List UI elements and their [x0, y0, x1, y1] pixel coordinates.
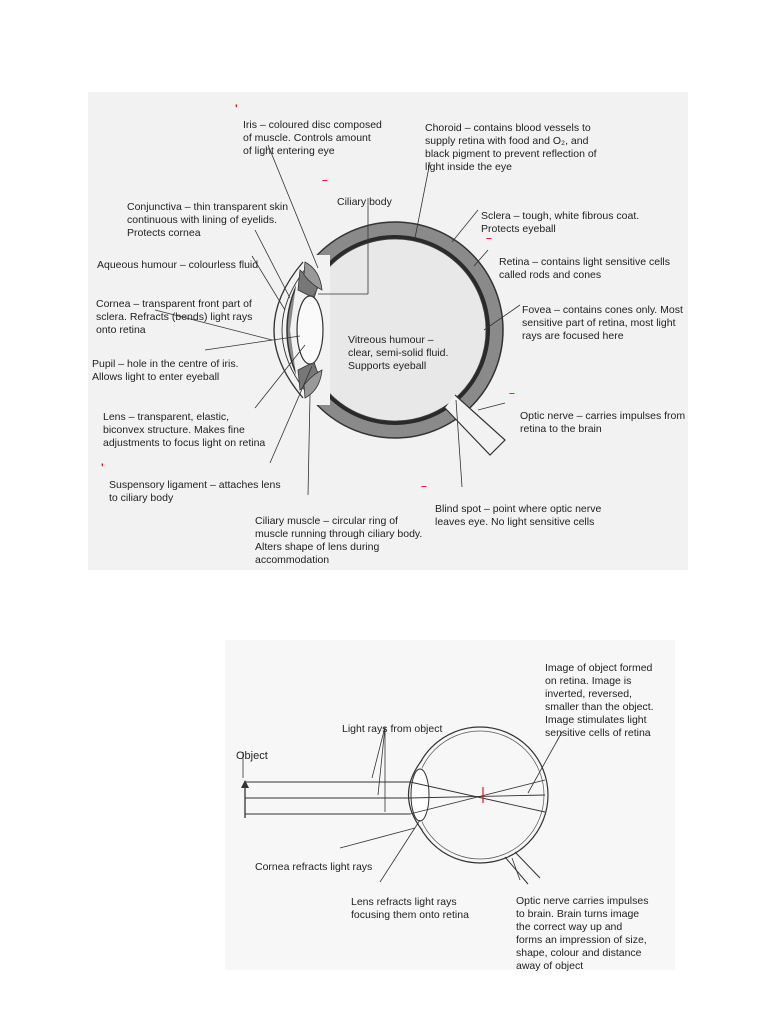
optic-nerve-mark: ‾ [510, 393, 514, 405]
iris-mark: ' [235, 103, 238, 115]
lens-refracts-label: Lens refracts light rays focusing them onto retina [351, 896, 469, 921]
ciliary-body-label: Ciliary body [337, 196, 392, 208]
object-arrow-head [241, 780, 249, 788]
vitreous-humour-label: Vitreous humour – clear, semi-solid fluid. Supports eyeball [348, 334, 449, 372]
ciliary-muscle-label: Ciliary muscle – circular ring of muscle running through ciliary body. Alters shape of lens during accommodation [255, 515, 423, 566]
fovea-label: Fovea – contains cones only. Most sensitive part of retina, most light rays are focused here [522, 304, 683, 342]
conjunctiva-label: Conjunctiva – thin transparent skin continuous with lining of eyelids. Protects cornea [127, 201, 289, 239]
pupil-label: Pupil – hole in the centre of iris. Allows light to enter eyeball [92, 358, 239, 383]
object-label: Object [236, 750, 268, 762]
sclera-label: Sclera – tough, white fibrous coat. Protects eyeball [481, 210, 640, 235]
retina-label: Retina – contains light sensitive cells called rods and cones [499, 256, 671, 281]
cornea-refracts-label: Cornea refracts light rays [255, 861, 373, 873]
blind-spot-mark: ‾ [422, 486, 426, 498]
iris-label: Iris – coloured disc composed of muscle. Controls amount of light entering eye [243, 119, 382, 157]
optic-nerve-brain-label: Optic nerve carries impulses to brain. Brain turns image the correct way up and forms an impression of size, shape, colour and distance away of object [516, 895, 649, 972]
lens-label: Lens – transparent, elastic, biconvex structure. Makes fine adjustments to focus light on retina [103, 411, 266, 449]
ciliary-body-mark: ‾ [323, 180, 327, 192]
light-rays-label: Light rays from object [342, 723, 443, 735]
retina-mark: ‾ [487, 238, 491, 250]
choroid-label: Choroid – contains blood vessels to supply retina with food and O₂, and black pigment to prevent reflection of light inside the eye [425, 122, 597, 173]
aqueous-humour-label: Aqueous humour – colourless fluid [97, 259, 259, 271]
light-rays [245, 780, 545, 814]
blind-spot-label: Blind spot – point where optic nerve leaves eye. No light sensitive cells [435, 503, 602, 528]
cornea-label: Cornea – transparent front part of sclera. Refracts (bends) light rays onto retina [96, 298, 253, 336]
image-formed-label: Image of object formed on retina. Image is inverted, reversed, smaller than the object. Image stimulates light sensitive cells of retina [545, 662, 654, 739]
suspensory-ligament-label: Suspensory ligament – attaches lens to ciliary body [109, 479, 281, 504]
suspensory-mark: ' [101, 462, 104, 474]
optic-nerve-small [505, 852, 540, 884]
optic-nerve-label: Optic nerve – carries impulses from retina to the brain [520, 410, 686, 435]
